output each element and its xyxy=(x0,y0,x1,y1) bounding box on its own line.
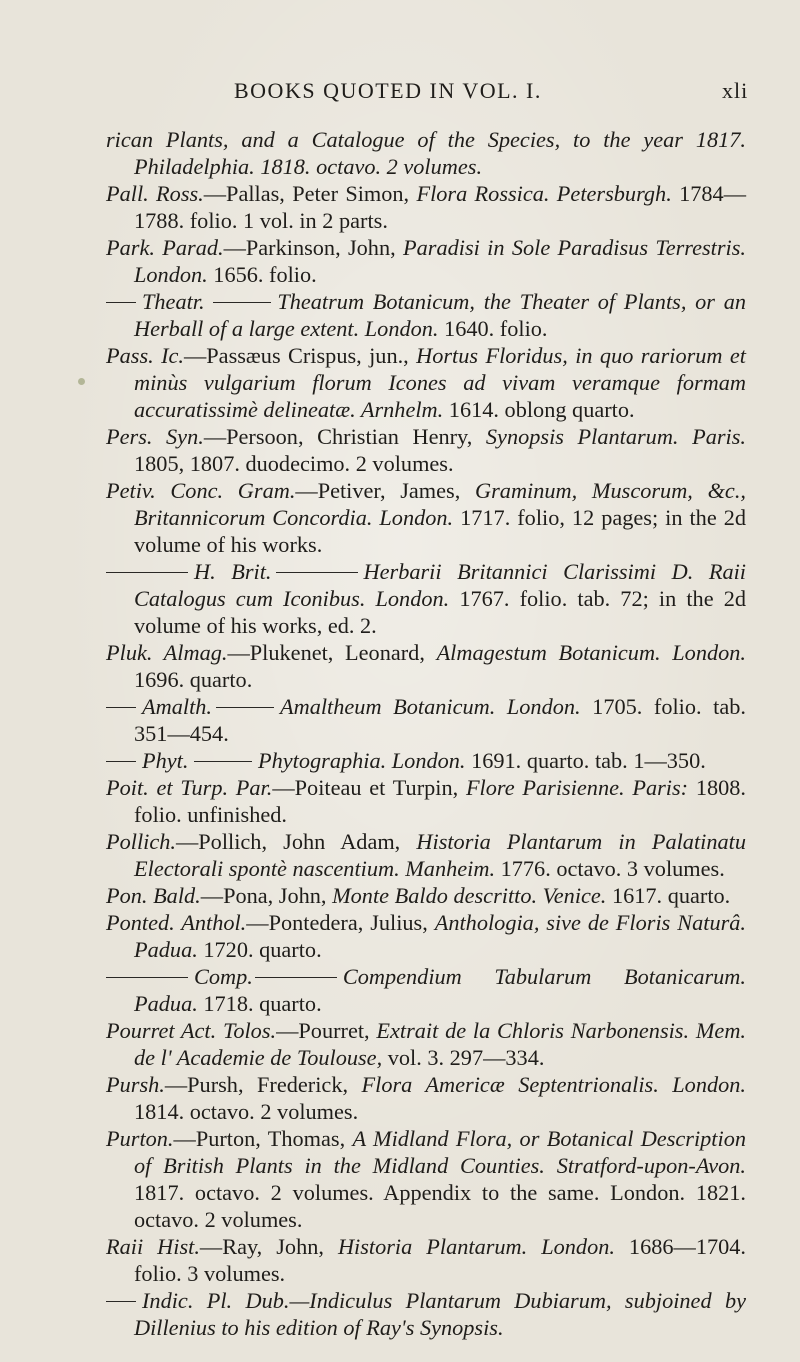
entry-title: Flore Parisienne. Paris: xyxy=(465,775,689,800)
entry-abbreviation: Ponted. Anthol. xyxy=(106,910,247,935)
list-item xyxy=(106,1125,746,1233)
running-head xyxy=(0,78,800,108)
entry-title: Phytographia. London. xyxy=(258,748,466,773)
list-item xyxy=(106,693,746,747)
ditto-rule xyxy=(255,977,337,978)
list-item xyxy=(106,558,746,639)
entry-abbreviation: Purton. xyxy=(106,1126,174,1151)
entry-abbreviation: Pall. Ross. xyxy=(106,181,204,206)
entry-imprint: 1776. octavo. 3 volumes. xyxy=(495,856,725,881)
entry-imprint: 1686—1704. folio. 3 volumes. xyxy=(134,1234,746,1286)
entry-title: Anthologia, sive de Floris Naturâ. Padua. xyxy=(134,910,746,962)
entry-author: —Poiteau et Turpin, xyxy=(272,775,466,800)
entry-author: —Pourret, xyxy=(276,1018,377,1043)
list-item xyxy=(106,477,746,558)
ditto-rule xyxy=(213,302,271,303)
entry-abbreviation: Indic. Pl. Dub. xyxy=(142,1288,290,1313)
list-item xyxy=(106,1233,746,1287)
paper-spot xyxy=(78,378,85,385)
entry-imprint: 1814. octavo. 2 volumes. xyxy=(134,1099,359,1124)
list-item xyxy=(106,747,746,774)
list-item xyxy=(106,1287,746,1341)
entry-abbreviation: Comp. xyxy=(194,964,253,989)
list-item xyxy=(106,774,746,828)
list-item xyxy=(106,963,746,1017)
entry-author: —Ray, John, xyxy=(199,1234,338,1259)
entry-abbreviation: Amalth. xyxy=(142,694,212,719)
entry-title: Almagestum Botanicum. London. xyxy=(436,640,746,665)
entry-imprint: 1656. folio. xyxy=(207,262,317,287)
list-item xyxy=(106,828,746,882)
list-item xyxy=(106,639,746,693)
ditto-rule xyxy=(194,761,252,762)
entry-title: Theatrum Botanicum, the Theater of Plants, or an Herball of a large extent. London. xyxy=(134,289,746,341)
entry-imprint: 1784—1788. folio. 1 vol. in 2 parts. xyxy=(134,181,747,233)
entry-imprint: 1705. folio. tab. 351—454. xyxy=(134,694,746,746)
list-item xyxy=(106,234,746,288)
entry-author: —Purton, Thomas, xyxy=(173,1126,353,1151)
entry-author: —Pona, John, xyxy=(200,883,333,908)
entry-author: —Pursh, Frederick, xyxy=(164,1072,362,1097)
entry-imprint: 1640. folio. xyxy=(438,316,548,341)
entry-abbreviation: Park. Parad. xyxy=(106,235,224,260)
entry-title: Historia Plantarum. London. xyxy=(337,1234,615,1259)
list-item xyxy=(106,288,746,342)
ditto-rule xyxy=(106,761,136,762)
entry-abbreviation: Pursh. xyxy=(106,1072,165,1097)
entry-abbreviation: Petiv. Conc. Gram. xyxy=(106,478,296,503)
entry-title: A Midland Flora, or Botanical Description of British Plants in the Midland Counties. Stratford-upon-Avon. xyxy=(134,1126,746,1178)
entry-abbreviation: Pourret Act. Tolos. xyxy=(106,1018,277,1043)
entry-abbreviation: Pluk. Almag. xyxy=(106,640,228,665)
entry-abbreviation: Pon. Bald. xyxy=(106,883,201,908)
entry-imprint: 1696. quarto. xyxy=(134,667,253,692)
running-title: BOOKS QUOTED IN VOL. I. xyxy=(234,78,542,103)
entry-title: Flora Rossica. Petersburgh. xyxy=(416,181,672,206)
list-item xyxy=(106,1071,746,1125)
list-item xyxy=(106,342,746,423)
entry-abbreviation: Poit. et Turp. Par. xyxy=(106,775,273,800)
entry-abbreviation: H. Brit. xyxy=(194,559,272,584)
entry-title: Amaltheum Botanicum. London. xyxy=(279,694,581,719)
entry-author: —Parkinson, John, xyxy=(223,235,404,260)
entry-imprint: 1717. folio, 12 pages; in the 2d volume of his works. xyxy=(134,505,747,557)
entry-author: —Passæus Crispus, jun., xyxy=(183,343,417,368)
entry-abbreviation: Pass. Ic. xyxy=(106,343,184,368)
entry-title: Extrait de la Chloris Narbonensis. Mem. de l' Academie de Toulouse, xyxy=(134,1018,746,1070)
entry-imprint: vol. 3. 297—334. xyxy=(382,1045,545,1070)
entry-author: —Pontedera, Julius, xyxy=(246,910,435,935)
entry-title: Compendium Tabularum Botanicarum. Padua. xyxy=(134,964,746,1016)
entry-abbreviation: Theatr. xyxy=(142,289,205,314)
list-item xyxy=(78,126,746,180)
ditto-rule xyxy=(106,977,188,978)
entry-author: —Pallas, Peter Simon, xyxy=(203,181,417,206)
entry-author: —Pollich, John Adam, xyxy=(175,829,417,854)
entry-imprint: 1617. quarto. xyxy=(606,883,731,908)
entry-author: —Plukenet, Leonard, xyxy=(227,640,437,665)
entry-abbreviation: Raii Hist. xyxy=(106,1234,200,1259)
entry-title: Graminum, Muscorum, &c., Britannicorum Concordia. London. xyxy=(134,478,746,530)
entry-title: Herbarii Britannici Clarissimi D. Raii Catalogus cum Iconibus. London. xyxy=(134,559,746,611)
entry-author: —Petiver, James, xyxy=(295,478,476,503)
entry-imprint: 1614. oblong quarto. xyxy=(443,397,635,422)
page-number: xli xyxy=(722,78,749,103)
ditto-rule xyxy=(106,302,136,303)
list-item xyxy=(106,1017,746,1071)
ditto-rule xyxy=(106,572,188,573)
bibliography-list xyxy=(106,126,746,1341)
entry-title: Monte Baldo descritto. Venice. xyxy=(332,883,607,908)
ditto-rule xyxy=(276,572,358,573)
entry-abbreviation: Pers. Syn. xyxy=(106,424,204,449)
entry-author: —Persoon, Christian Henry, xyxy=(203,424,486,449)
ditto-rule xyxy=(106,1301,136,1302)
entry-imprint: 1767. folio. tab. 72; in the 2d volume of his works, ed. 2. xyxy=(134,586,746,638)
list-item xyxy=(106,882,746,909)
entry-imprint: 1808. folio. unfinished. xyxy=(134,775,746,827)
entry-title: Hortus Floridus, in quo rariorum et minùs vulgarium florum Icones ad vivam veramque formam accuratissimè delineatæ. Arnhelm. xyxy=(134,343,746,422)
entry-title: Paradisi in Sole Paradisus Terrestris. London. xyxy=(134,235,747,287)
entry-title: Synopsis Plantarum. Paris. xyxy=(485,424,746,449)
entry-imprint: 1817. octavo. 2 volumes. Appendix to the same. London. 1821. octavo. 2 volumes. xyxy=(134,1180,746,1232)
entry-title: Flora Americæ Septentrionalis. London. xyxy=(361,1072,747,1097)
entry-continuation: rican Plants, and a Catalogue of the Species, to the year 1817. Philadelphia. 1818. octavo. 2 volumes. xyxy=(106,127,746,179)
entry-title: Historia Plantarum in Palatinatu Electorali spontè nascentium. Manheim. xyxy=(134,829,746,881)
entry-imprint: 1720. quarto. xyxy=(197,937,322,962)
list-item xyxy=(106,909,746,963)
ditto-rule xyxy=(106,707,136,708)
entry-imprint: 1691. quarto. tab. 1—350. xyxy=(465,748,706,773)
entry-title: —Indiculus Plantarum Dubiarum, subjoined by Dillenius to his edition of Ray's Synopsis. xyxy=(134,1288,746,1340)
entry-imprint: 1718. quarto. xyxy=(197,991,322,1016)
list-item xyxy=(106,423,746,477)
list-item xyxy=(106,180,746,234)
entry-abbreviation: Phyt. xyxy=(142,748,189,773)
entry-imprint: 1805, 1807. duodecimo. 2 volumes. xyxy=(134,451,454,476)
entry-abbreviation: Pollich. xyxy=(106,829,176,854)
ditto-rule xyxy=(216,707,274,708)
